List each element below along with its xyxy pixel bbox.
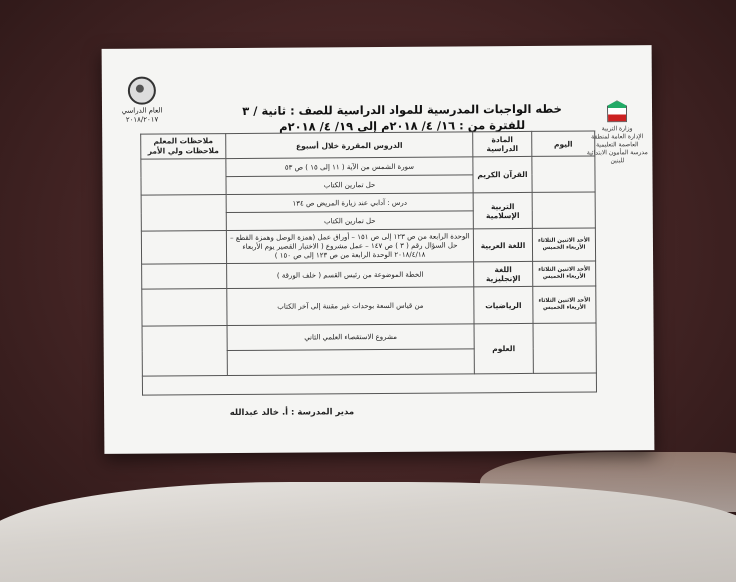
table-row [141,228,595,264]
header-notes [141,134,226,160]
notes-cell [141,195,226,232]
lesson-cell: مشروع الاستقصاء العلمي الثاني [227,324,474,351]
table-header-row [141,131,595,159]
day-cell: الأحد الاثنين الثلاثاء الأربعاء الخميس [533,261,596,286]
title-line-2: للفترة من : ١٦/ ٤/ ٢٠١٨م إلى ١٩/ ٤/ ٢٠١٨م [279,117,526,134]
subject-cell: اللغة العربية [473,228,532,261]
header-notes-teacher: ملاحظات المعلم [153,136,214,146]
table-row [141,156,595,177]
table-row [142,286,596,326]
director-signature: مدير المدرسة : أ. خالد عبدالله [229,407,355,419]
school-year: ٢٠١٨/٢٠١٧ [125,115,159,124]
table-row [142,373,596,395]
subject-cell: القرآن الكريم [473,156,532,192]
subject-cell: العلوم [474,323,533,373]
notes-cell [141,231,226,265]
school-year-block [112,76,172,124]
lesson-cell: درس : آدابي عند زيارة المريض ص ١٣٤ [226,193,473,213]
school-year-label: العام الدراسي [121,106,163,115]
subject-cell: التربية الإسلامية [473,192,532,228]
header-lessons: الدروس المقررة خلال أسبوع [226,132,473,159]
header-day: اليوم [532,131,595,156]
subject-cell: الرياضيات [474,286,533,323]
foreground-cloth [0,482,736,582]
day-cell: الأحد الاثنين الثلاثاء الأربعاء الخميس [532,228,595,261]
notes-cell [142,264,227,290]
ministry-line-1: وزارة التربية [601,125,633,133]
table-row [141,192,595,213]
ministry-line-2: الإدارة العامة لمنطقة العاصمة التعليمية [591,133,644,149]
ministry-line-3: مدرسة المأمون الابتدائية للبنين [586,149,648,165]
lesson-cell: حل تمارين الكتاب [226,175,473,195]
homework-plan-document [102,45,655,454]
table-row [142,323,596,351]
notes-cell [141,159,226,196]
notes-cell [142,326,227,377]
lesson-cell: من قياس السعة بوحدات غير مقننة إلى آخر الكتاب [227,287,474,326]
notes-cell [142,289,227,327]
page-title [237,101,567,135]
lesson-cell [227,349,474,376]
subject-cell: اللغة الإنجليزية [474,261,533,286]
lesson-cell: حل تمارين الكتاب [226,211,473,231]
header-subject: المادة الدراسية [473,131,532,156]
table-row [142,261,596,289]
lesson-cell: الخطة الموضوعة من رئيس القسم ( خلف الورقة ) [227,262,474,289]
kuwait-emblem-icon [607,100,627,122]
title-line-1: خطه الواجبات المدرسية للمواد الدراسية للصف : ثانية / ٣ [242,101,562,118]
blank-cell [142,373,596,395]
day-cell: الأحد الاثنين الثلاثاء الأربعاء الخميس [533,286,596,323]
lesson-cell: سورة الشمس من الآية ( ١١ إلى ١٥ ) ص ٥٣ [226,157,473,177]
school-seal-icon [128,77,156,105]
header-notes-guardian: ملاحظات ولي الأمر [147,146,219,156]
day-cell [532,192,595,228]
homework-table [140,130,597,395]
day-cell [533,323,596,373]
lesson-cell: الوحدة الرابعة من ص ١٢٣ إلى ص ١٥١ – أوراق عمل (همزة الوصل وهمزة القطع – حل السؤال رقم ( ٣ ) ص ١٤٧ – عمل مشروع ( الاختبار القصير يوم الأربعاء ٢٠١٨/٤/١٨ الوحدة الرابعة من ص ١٢٣ إلى ص ١٥٠ ) [226,229,473,264]
day-cell [532,156,595,192]
